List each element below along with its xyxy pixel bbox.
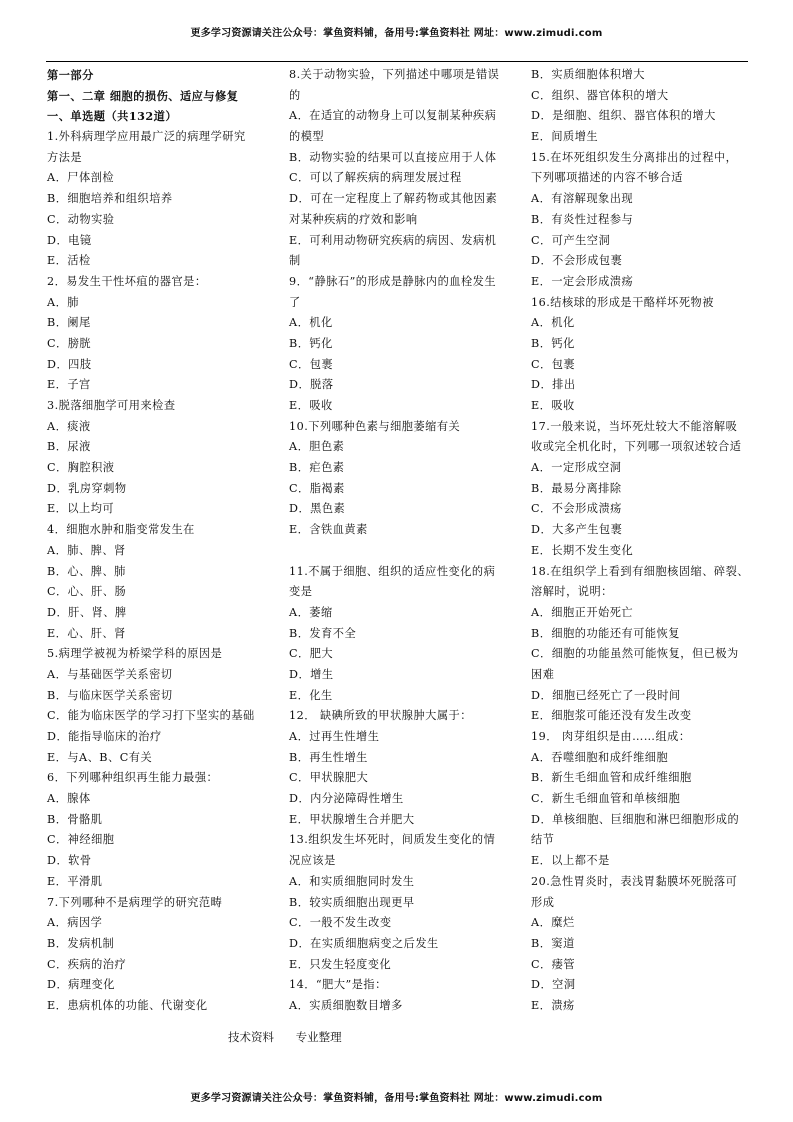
question-line: D．单核细胞、巨细胞和淋巴细胞形成的: [531, 812, 740, 826]
question-line: E．间质增生: [531, 130, 599, 144]
question-line: D．四肢: [47, 357, 92, 371]
question-line: C．新生毛细血管和单核细胞: [531, 792, 681, 806]
question-line: D．肝、肾、脾: [47, 605, 127, 619]
question-line: C．一般不发生改变: [289, 916, 392, 930]
question-line: A．机化: [531, 316, 575, 330]
question-line: D．可在一定程度上了解药物或其他因素: [289, 192, 498, 206]
page-footer-note: [228, 1029, 360, 1045]
question-line: B．窦道: [531, 936, 575, 950]
question-line: A．在适宜的动物身上可以复制某种疾病: [289, 109, 497, 123]
question-line: 19． 肉芽组织是由……组成：: [531, 730, 691, 743]
question-line: D．黑色素: [289, 502, 346, 516]
question-line: C．不会形成溃疡: [531, 502, 622, 516]
question-line: 15.在坏死组织发生分离排出的过程中，: [531, 150, 738, 164]
question-line: C．组织、器官体积的增大: [531, 88, 669, 102]
question-line: A．肺: [47, 295, 79, 309]
question-line: 下列哪项描述的内容不够合适: [531, 171, 683, 185]
question-line: 1.外科病理学应用最广泛的病理学研究: [47, 130, 246, 144]
question-line: A．萎缩: [289, 605, 333, 619]
question-line: D．不会形成包裹: [531, 254, 623, 268]
question-line: 12． 缺碘所致的甲状腺肿大属于：: [289, 709, 472, 723]
question-line: C．动物实验: [47, 212, 115, 226]
question-line: 形成: [531, 895, 555, 909]
question-line: D．增生: [289, 667, 334, 681]
question-line: E．长期不发生变化: [531, 543, 634, 557]
question-line: E．溃疡: [531, 998, 575, 1012]
question-line: 变是: [289, 585, 313, 599]
question-line: 9．“静脉石”的形成是静脉内的血栓发生: [289, 274, 497, 288]
footer-right-text: 专业整理: [295, 1030, 342, 1044]
question-line: D．乳房穿刺物: [47, 481, 127, 495]
question-line: 2．易发生干性坏疽的器官是：: [47, 274, 207, 288]
question-line: B．发育不全: [289, 626, 357, 640]
question-line: B．尿液: [47, 440, 91, 454]
question-line: E．子宫: [47, 378, 91, 392]
question-line: B．细胞的功能还有可能恢复: [531, 626, 680, 640]
question-line: 10.下列哪种色素与细胞萎缩有关: [289, 419, 461, 433]
question-line: E．以上都不是: [531, 854, 610, 868]
question-line: D．内分泌障碍性增生: [289, 792, 404, 806]
question-line: D．电镜: [47, 233, 92, 247]
question-line: 14．“肥大”是指：: [289, 978, 387, 992]
question-line: A．吞噬细胞和成纤维细胞: [531, 750, 669, 764]
question-line: C．细胞的功能虽然可能恢复，但已极为: [531, 647, 739, 661]
question-line: B．发病机制: [47, 936, 115, 950]
question-line: B．最易分离排除: [531, 481, 622, 495]
question-line: B．再生性增生: [289, 750, 368, 764]
question-line: C．神经细胞: [47, 833, 115, 847]
question-line: E．患病机体的功能、代谢变化: [47, 998, 208, 1012]
question-line: C．疾病的治疗: [47, 957, 127, 971]
question-line: B．动物实验的结果可以直接应用于人体: [289, 150, 497, 164]
question-line: E．化生: [289, 688, 333, 702]
question-line: 制: [289, 254, 301, 268]
question-line: E．以上均可: [47, 502, 115, 516]
right-column: [531, 65, 759, 1017]
question-line: 收或完全机化时，下列哪一项叙述较合适: [531, 440, 742, 454]
question-line: B．实质细胞体积增大: [531, 68, 645, 81]
question-line: A．病因学: [47, 916, 103, 930]
question-line: 的: [289, 88, 301, 102]
question-line: C．甲状腺肥大: [289, 771, 369, 785]
question-line: C．包裹: [531, 357, 576, 371]
middle-column: [289, 65, 517, 1017]
question-line: B．钙化: [531, 336, 575, 350]
question-line: D．排出: [531, 378, 576, 392]
question-line: 了: [289, 295, 301, 309]
question-line: 方法是: [47, 150, 83, 164]
question-line: C．可产生空洞: [531, 233, 611, 247]
question-line: E．心、肝、肾: [47, 626, 126, 640]
question-line: C．膀胱: [47, 336, 92, 350]
question-line: 3.脱落细胞学可用来检查: [47, 399, 176, 412]
question-line: 7.下列哪种不是病理学的研究范畴: [47, 895, 223, 909]
question-line: E．吸收: [289, 399, 333, 412]
question-line: 困难: [531, 667, 555, 681]
question-line: [289, 541, 517, 562]
question-line: E．含铁血黄素: [289, 523, 368, 537]
question-line: C．包裹: [289, 357, 334, 371]
question-line: 结节: [531, 833, 555, 847]
question-line: 对某种疾病的疗效和影响: [289, 212, 418, 226]
question-line: C．胸腔积液: [47, 461, 115, 475]
question-line: A．腺体: [47, 792, 91, 806]
question-line: C．脂褐素: [289, 481, 345, 495]
section-heading: 第一、二章 细胞的损伤、适应与修复: [47, 88, 239, 103]
question-line: B．有炎性过程参与: [531, 212, 634, 226]
question-line: A．糜烂: [531, 916, 575, 930]
question-line: C．瘘管: [531, 957, 576, 971]
question-line: A．痰液: [47, 419, 91, 433]
question-line: 20.急性胃炎时，表浅胃黏膜坏死脱落可: [531, 874, 738, 888]
question-line: C．心、肝、肠: [47, 585, 127, 599]
question-line: E．与A、B、C有关: [47, 750, 153, 764]
question-line: E．一定会形成溃疡: [531, 274, 634, 288]
question-line: 溶解时，说明：: [531, 585, 613, 599]
question-line: D．是细胞、组织、器官体积的增大: [531, 109, 716, 123]
question-line: 4．细胞水肿和脂变常发生在: [47, 523, 195, 537]
question-line: 13.组织发生坏死时，间质发生变化的情: [289, 833, 496, 847]
question-line: A．实质细胞数目增多: [289, 998, 403, 1012]
question-line: C．能为临床医学的学习打下坚实的基础: [47, 709, 255, 723]
question-line: A．肺、脾、肾: [47, 543, 126, 557]
footer-left-text: 技术资料: [228, 1030, 274, 1044]
question-line: A．与基础医学关系密切: [47, 667, 173, 681]
section-heading: 第一部分: [47, 68, 94, 82]
question-line: A．一定形成空洞: [531, 461, 622, 475]
question-line: D．空洞: [531, 978, 576, 992]
question-line: A．有溶解现象出现: [531, 192, 634, 206]
question-line: A．和实质细胞同时发生: [289, 874, 415, 888]
question-line: B．疟色素: [289, 461, 345, 475]
question-line: A．过再生性增生: [289, 730, 380, 743]
question-line: C．可以了解疾病的病理发展过程: [289, 171, 462, 185]
question-line: B．心、脾、肺: [47, 564, 126, 578]
top-promo-banner: 更多学习资源请关注公众号：掌鱼资料铺，备用号:掌鱼资料社 网址：www.zimudi.com: [190, 28, 603, 39]
question-line: E．活检: [47, 254, 91, 268]
question-line: B．阑尾: [47, 316, 91, 330]
question-line: E．平滑肌: [47, 874, 103, 888]
question-line: A．尸体剖检: [47, 171, 115, 185]
question-line: E．可利用动物研究疾病的病因、发病机: [289, 233, 497, 247]
question-line: D．大多产生包裹: [531, 523, 623, 537]
question-line: 6．下列哪种组织再生能力最强：: [47, 771, 219, 785]
question-line: 8.关于动物实验，下列描述中哪项是错误: [289, 68, 500, 81]
question-line: E．细胞浆可能还没有发生改变: [531, 709, 692, 723]
question-line: B．新生毛细血管和成纤维细胞: [531, 771, 692, 785]
question-line: A．机化: [289, 316, 333, 330]
question-line: A．细胞正开始死亡: [531, 605, 634, 619]
question-line: 18.在组织学上看到有细胞核固缩、碎裂、: [531, 564, 749, 578]
question-line: D．脱落: [289, 378, 334, 392]
header-divider: [46, 61, 748, 62]
question-line: 17.一般来说，当坏死灶较大不能溶解吸: [531, 419, 738, 433]
left-column: [47, 65, 275, 1017]
question-line: B．较实质细胞出现更早: [289, 895, 415, 909]
question-line: B．细胞培养和组织培养: [47, 192, 173, 206]
question-line: 的模型: [289, 130, 325, 144]
question-line: 5.病理学被视为桥梁学科的原因是: [47, 647, 223, 661]
question-line: C．肥大: [289, 647, 334, 661]
question-line: E．吸收: [531, 399, 575, 412]
question-line: E．甲状腺增生合并肥大: [289, 812, 415, 826]
question-line: B．与临床医学关系密切: [47, 688, 173, 702]
bottom-promo-banner: 更多学习资源请关注公众号：掌鱼资料铺，备用号:掌鱼资料社 网址：www.zimudi.com: [190, 1093, 603, 1104]
question-line: A．胆色素: [289, 440, 345, 454]
section-heading: 一、单选题（共132道）: [47, 109, 178, 124]
question-line: 况应该是: [289, 854, 336, 868]
question-line: 16.结核球的形成是干酪样坏死物被: [531, 295, 714, 309]
question-line: B．钙化: [289, 336, 333, 350]
question-line: D．病理变化: [47, 978, 115, 992]
question-line: D．能指导临床的治疗: [47, 730, 162, 743]
question-line: B．骨骼肌: [47, 812, 103, 826]
question-line: E．只发生轻度变化: [289, 957, 392, 971]
question-line: D．软骨: [47, 854, 92, 868]
question-line: 11.不属于细胞、组织的适应性变化的病: [289, 564, 496, 578]
question-line: D．在实质细胞病变之后发生: [289, 936, 439, 950]
question-line: D．细胞已经死亡了一段时间: [531, 688, 681, 702]
